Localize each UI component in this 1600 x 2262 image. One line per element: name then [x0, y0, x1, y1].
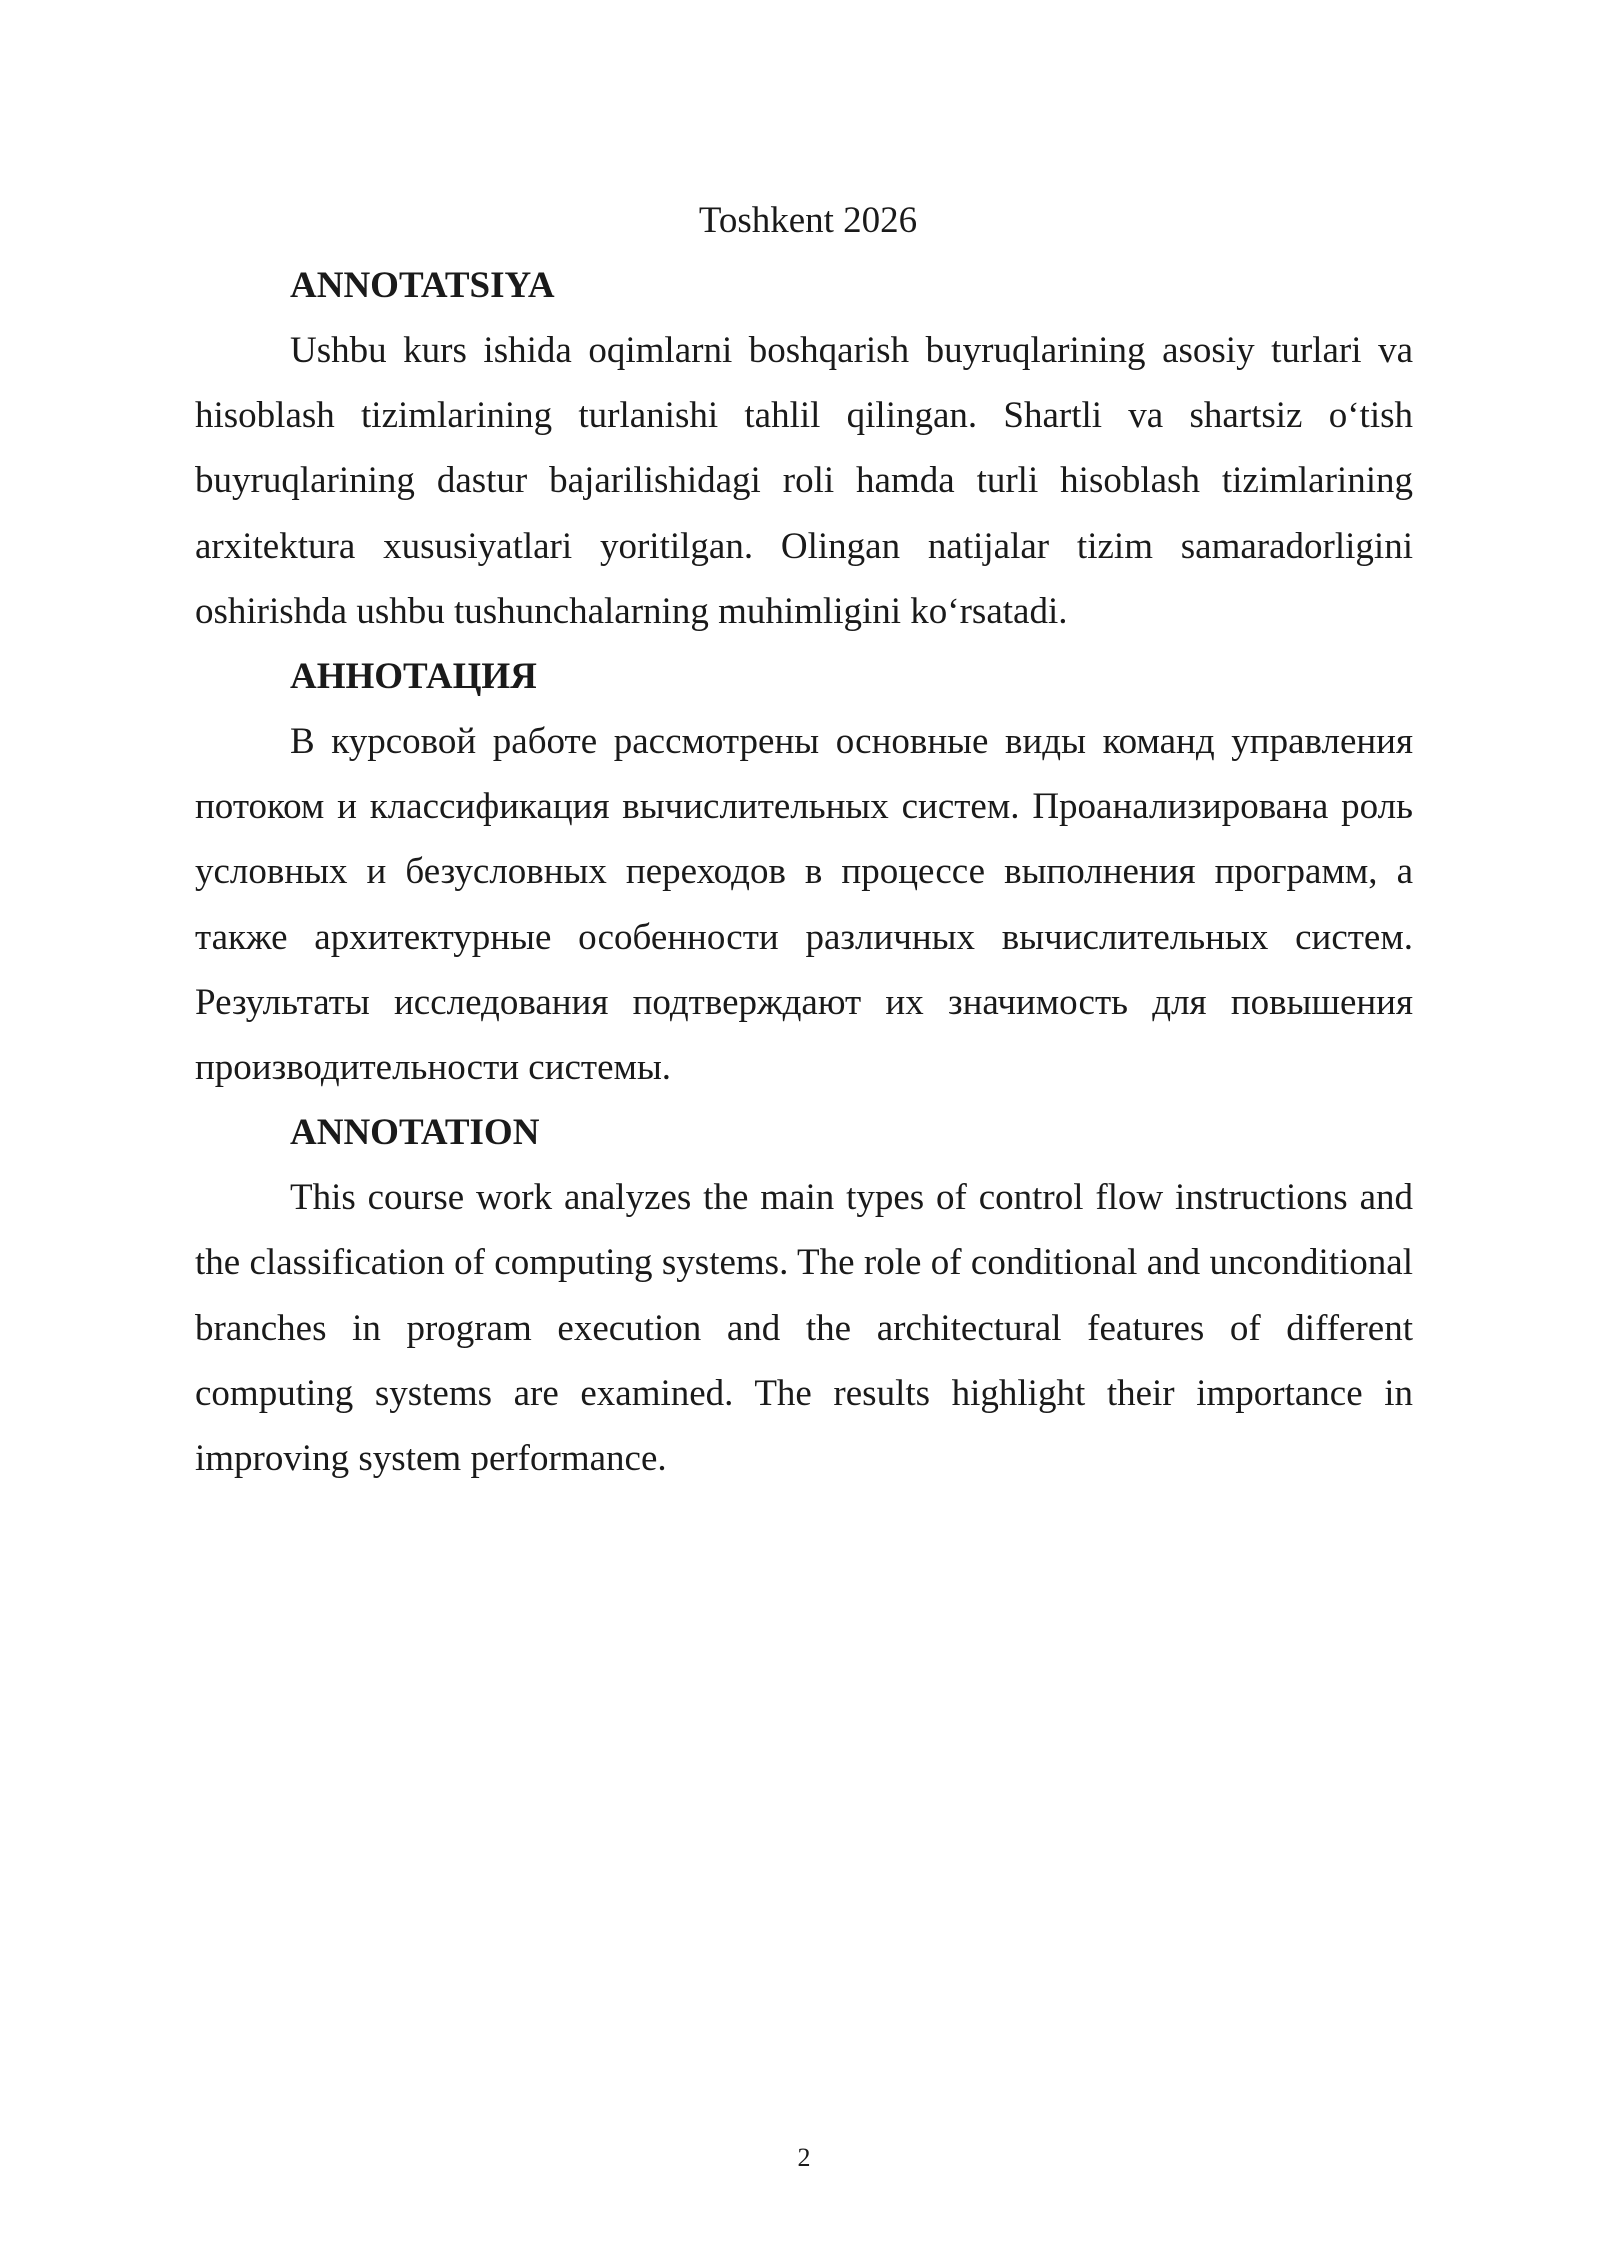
city-year: Toshkent 2026: [698, 200, 918, 241]
heading-annotatsiya: ANNOTATSIYA: [290, 265, 555, 306]
heading-annotaciya: АННОТАЦИЯ: [290, 656, 537, 698]
paragraph-uzbek: Ushbu kurs ishida oqimlarni boshqarish buyruqlarining asosiy turlari va hisoblash tizimlarining turlanishi tahlil qilingan. Shartli va shartsiz o‘tish buyruqlarining dastur bajarilishidagi roli hamda turli hisoblash tizimlarining arxitektura xususiyatlari yoritilgan. Olingan natijalar tizim samaradorligini oshirishda ushbu tushunchalarning muhimligini ko‘rsatadi.: [195, 330, 1413, 632]
page-content: [195, 188, 1413, 1491]
heading-annotation: ANNOTATION: [290, 1112, 540, 1154]
paragraph-english: This course work analyzes the main types of control flow instructions and the classification of computing systems. The role of conditional and unconditional branches in program execution and the architectural features of different computing systems are examined. The results highlight their importance in improving system performance.: [195, 1177, 1413, 1480]
page-number: 2: [797, 2143, 811, 2172]
paragraph-russian: В курсовой работе рассмотрены основные виды команд управления потоком и классификация вычислительных систем. Проанализирована роль условных и безусловных переходов в процессе выполнения программ, а также архитектурные особенности различных вычислительных систем. Результаты исследования подтверждают их значимость для повышения производительности системы.: [195, 721, 1413, 1089]
